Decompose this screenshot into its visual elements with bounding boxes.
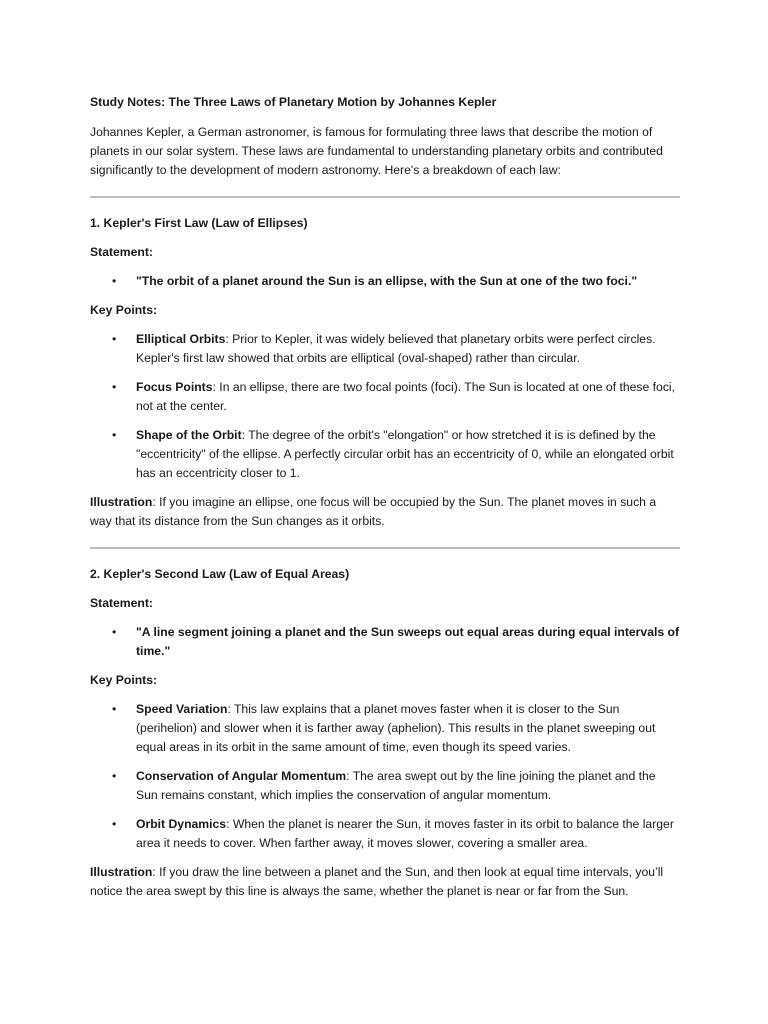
law2-statement: "A line segment joining a planet and the Sun sweeps out equal areas during equal intervals of time." — [136, 625, 680, 658]
law1-heading: 1. Kepler's First Law (Law of Ellipses) — [90, 216, 308, 230]
law1-key-points-label: Key Points: — [90, 303, 158, 317]
illustration-text: : If you imagine an ellipse, one focus will be occupied by the Sun. The planet moves in such a way that its distance from the Sun changes as it orbits. — [90, 495, 657, 528]
section-divider — [90, 196, 680, 198]
bullet-icon: • — [112, 702, 117, 716]
law1-statement-label: Statement: — [90, 245, 153, 259]
key-point-text: : Prior to Kepler, it was widely believed that planetary orbits were perfect circles. Kepler's first law showed that orbits are elliptical (oval-shaped) rather than circular. — [136, 332, 656, 365]
law2-statement-list — [90, 623, 680, 661]
law2-heading: 2. Kepler's Second Law (Law of Equal Areas) — [90, 567, 350, 581]
bullet-icon: • — [112, 625, 117, 639]
bullet-icon: • — [112, 428, 117, 442]
law2-statement-label: Statement: — [90, 596, 153, 610]
bullet-icon: • — [112, 769, 117, 783]
law1-illustration — [90, 493, 680, 531]
key-point-term: Speed Variation — [136, 702, 228, 716]
list-item — [90, 815, 680, 853]
illustration-label: Illustration — [90, 865, 153, 879]
law2-illustration — [90, 863, 680, 901]
key-point-text: : This law explains that a planet moves faster when it is closer to the Sun (perihelion) and slower when it is farther away (aphelion). This results in the planet sweeping out equal areas in its orbit in the same amount of time, even though its speed varies. — [136, 702, 656, 754]
key-point-text: : In an ellipse, there are two focal points (foci). The Sun is located at one of these foci, not at the center. — [136, 380, 676, 413]
key-point-term: Focus Points — [136, 380, 213, 394]
key-point-term: Orbit Dynamics — [136, 817, 227, 831]
key-point-term: Shape of the Orbit — [136, 428, 242, 442]
intro-paragraph: Johannes Kepler, a German astronomer, is famous for formulating three laws that describe the motion of planets in our solar system. These laws are fundamental to understanding planetary orbits and contributed significantly to the development of modern astronomy. Here's a breakdown of each law: — [90, 125, 663, 177]
list-item — [90, 378, 680, 416]
law1-key-points-list — [90, 330, 680, 483]
bullet-icon: • — [112, 274, 117, 288]
key-point-text: : The degree of the orbit's "elongation" or how stretched it is is defined by the "eccentricity" of the ellipse. A perfectly circular orbit has an eccentricity of 0, while an elongated orbit has an eccentricity closer to 1. — [136, 428, 674, 480]
list-item — [90, 330, 680, 368]
law1-statement-list — [90, 272, 680, 291]
list-item — [90, 623, 680, 661]
list-item — [90, 700, 680, 757]
document-title: Study Notes: The Three Laws of Planetary Motion by Johannes Kepler — [90, 95, 497, 109]
section-divider — [90, 547, 680, 549]
key-point-text: : The area swept out by the line joining the planet and the Sun remains constant, which implies the conservation of angular momentum. — [136, 769, 656, 802]
key-point-term: Conservation of Angular Momentum — [136, 769, 347, 783]
bullet-icon: • — [112, 332, 117, 346]
bullet-icon: • — [112, 380, 117, 394]
law1-statement: "The orbit of a planet around the Sun is an ellipse, with the Sun at one of the two foci." — [136, 274, 638, 288]
key-point-term: Elliptical Orbits — [136, 332, 226, 346]
document-page — [90, 93, 680, 901]
illustration-text: : If you draw the line between a planet and the Sun, and then look at equal time intervals, you’ll notice the area swept by this line is always the same, whether the planet is near or far from the Sun. — [90, 865, 664, 898]
bullet-icon: • — [112, 817, 117, 831]
list-item — [90, 272, 680, 291]
law2-key-points-list — [90, 700, 680, 853]
illustration-label: Illustration — [90, 495, 153, 509]
key-point-text: : When the planet is nearer the Sun, it moves faster in its orbit to balance the larger area it needs to cover. When farther away, it moves slower, covering a smaller area. — [136, 817, 674, 850]
list-item — [90, 426, 680, 483]
list-item — [90, 767, 680, 805]
law2-key-points-label: Key Points: — [90, 673, 158, 687]
